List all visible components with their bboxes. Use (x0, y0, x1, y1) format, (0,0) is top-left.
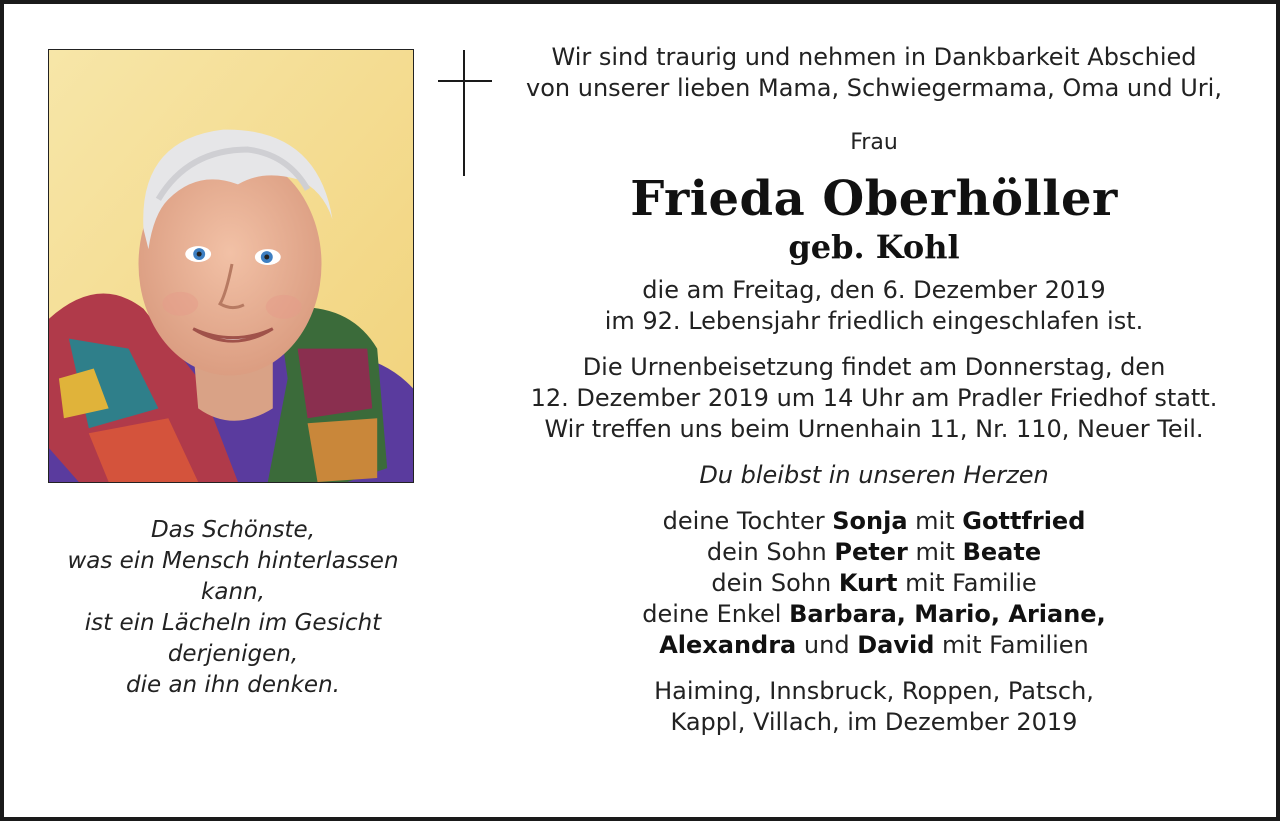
connector: mit Familien (942, 631, 1089, 659)
mourner-name: David (857, 631, 935, 659)
poem (48, 515, 418, 701)
mourner-name: Gottfried (962, 507, 1086, 535)
mourner-name: Beate (962, 538, 1042, 566)
portrait-image (49, 50, 413, 482)
mourner-name: Alexandra (659, 631, 797, 659)
birth-name: geb. Kohl (788, 228, 960, 266)
connector: mit (915, 538, 955, 566)
deceased-name: Frieda Oberhöller (630, 171, 1118, 227)
relation: dein Sohn (706, 538, 827, 566)
relation: dein Sohn (711, 569, 832, 597)
cross-icon (463, 50, 465, 176)
obituary-text (484, 42, 1264, 738)
poem-line: die an ihn denken. (126, 672, 340, 698)
intro-line: Wir sind traurig und nehmen in Dankbarkeit Abschied (551, 43, 1197, 71)
intro-line: von unserer lieben Mama, Schwiegermama, Oma und Uri, (526, 74, 1222, 102)
poem-line: derjenigen, (167, 641, 299, 667)
relation: deine Enkel (642, 600, 782, 628)
mourner-line (484, 630, 1264, 661)
portrait-photo (48, 49, 414, 483)
poem-line: ist ein Lächeln im Gesicht (84, 610, 382, 636)
mourner-name: Kurt (838, 569, 898, 597)
mourner-name: Sonja (832, 507, 908, 535)
mourner-line (484, 537, 1264, 568)
relation: deine Tochter (662, 507, 825, 535)
poem-line: kann, (201, 579, 265, 605)
mourner-line (484, 599, 1264, 630)
places-line: Kappl, Villach, im Dezember 2019 (670, 708, 1078, 736)
funeral-line: Die Urnenbeisetzung findet am Donnerstag, den (582, 353, 1166, 381)
connector: mit Familie (905, 569, 1037, 597)
death-line: im 92. Lebensjahr friedlich eingeschlafen ist. (604, 307, 1144, 335)
places-line: Haiming, Innsbruck, Roppen, Patsch, (654, 677, 1094, 705)
funeral-line: 12. Dezember 2019 um 14 Uhr am Pradler Friedhof statt. (530, 384, 1218, 412)
connector: und (803, 631, 850, 659)
connector: mit (915, 507, 955, 535)
mourner-line (484, 506, 1264, 537)
mourner-name: Peter (834, 538, 908, 566)
mourner-line (484, 568, 1264, 599)
poem-line: Das Schönste, (150, 517, 316, 543)
mourner-name: Barbara, Mario, Ariane, (789, 600, 1106, 628)
motto: Du bleibst in unseren Herzen (699, 461, 1049, 489)
funeral-line: Wir treffen uns beim Urnenhain 11, Nr. 110, Neuer Teil. (544, 415, 1204, 443)
title-frau: Frau (850, 130, 898, 155)
poem-line: was ein Mensch hinterlassen (67, 548, 399, 574)
death-line: die am Freitag, den 6. Dezember 2019 (642, 276, 1106, 304)
